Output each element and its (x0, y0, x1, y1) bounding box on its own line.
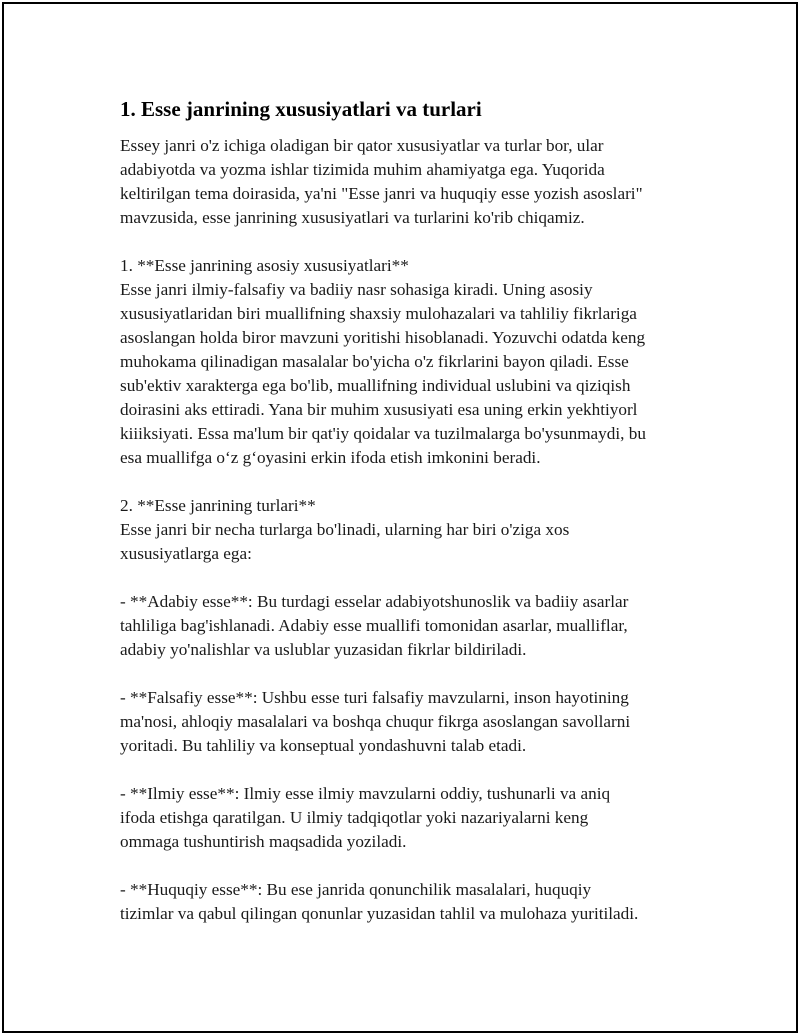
section-body-features: Esse janri ilmiy-falsafiy va badiiy nasr sohasiga kiradi. Uning asosiy xususiyatlaridan biri muallifning shaxsiy mulohazalari va tahliliy fikrlariga asoslangan holda biror mavzuni yoritishi hisoblanadi. Yozuvchi odatda keng muhokama qilinadigan masalalar bo'yicha o'z fikrlarini bayon qiladi. Esse sub'ektiv xarakterga ega bo'lib, muallifning individual uslubini va qiziqish doirasini aks ettiradi. Yana bir muhim xususiyati esa uning erkin yekhtiyorl kiiiksiyati. Essa ma'lum bir qat'iy qoidalar va tuzilmalarga bo'ysunmaydi, bu esa muallifga o‘z g‘oyasini erkin ifoda etish imkonini beradi. (120, 280, 646, 467)
section-heading-types: 2. **Esse janrining turlari** (120, 496, 316, 515)
paragraph-gap (120, 662, 690, 686)
paragraph-gap (120, 470, 690, 494)
section-heading-features: 1. **Esse janrining asosiy xususiyatlari** (120, 256, 409, 275)
section-body-types: Esse janri bir necha turlarga bo'linadi, ularning har biri o'ziga xos xususiyatlarga ega: (120, 520, 570, 563)
page-frame (2, 2, 798, 1033)
paragraph-gap (120, 854, 690, 878)
paragraph-gap (120, 230, 690, 254)
document-title: 1. Esse janrining xususiyatlari va turlari (120, 97, 482, 121)
list-item-literary-essay: - **Adabiy esse**: Bu turdagi esselar adabiyotshunoslik va badiiy asarlar tahliliga bag'ishlanadi. Adabiy esse muallifi tomonidan asarlar, mualliflar, adabiy yo'nalishlar va uslublar yuzasidan fikrlar bildiriladi. (120, 592, 629, 659)
list-item-philosophical-essay: - **Falsafiy esse**: Ushbu esse turi falsafiy mavzularni, inson hayotining ma'nosi, ahloqiy masalalari va boshqa chuqur fikrga asoslangan savollarni yoritadi. Bu tahliliy va konseptual yondashuvni talab etadi. (120, 688, 631, 755)
intro-paragraph: Essey janri o'z ichiga oladigan bir qator xususiyatlar va turlar bor, ular adabiyotda va yozma ishlar tizimida muhim ahamiyatga ega. Yuqorida keltirilgan tema doirasida, ya'ni "Esse janri va huquqiy esse yozish asoslari" mavzusida, esse janrining xususiyatlari va turlarini ko'rib chiqamiz. (120, 136, 643, 227)
list-item-scientific-essay: - **Ilmiy esse**: Ilmiy esse ilmiy mavzularni oddiy, tushunarli va aniq ifoda etishga qaratilgan. U ilmiy tadqiqotlar yoki nazariyalarni keng ommaga tushuntirish maqsadida yoziladi. (120, 784, 611, 851)
paragraph-gap (120, 758, 690, 782)
list-item-legal-essay: - **Huquqiy esse**: Bu ese janrida qonunchilik masalalari, huquqiy tizimlar va qabul qilingan qonunlar yuzasidan tahlil va mulohaza yuritiladi. (120, 880, 639, 923)
paragraph-gap (120, 566, 690, 590)
document-content (120, 96, 690, 926)
